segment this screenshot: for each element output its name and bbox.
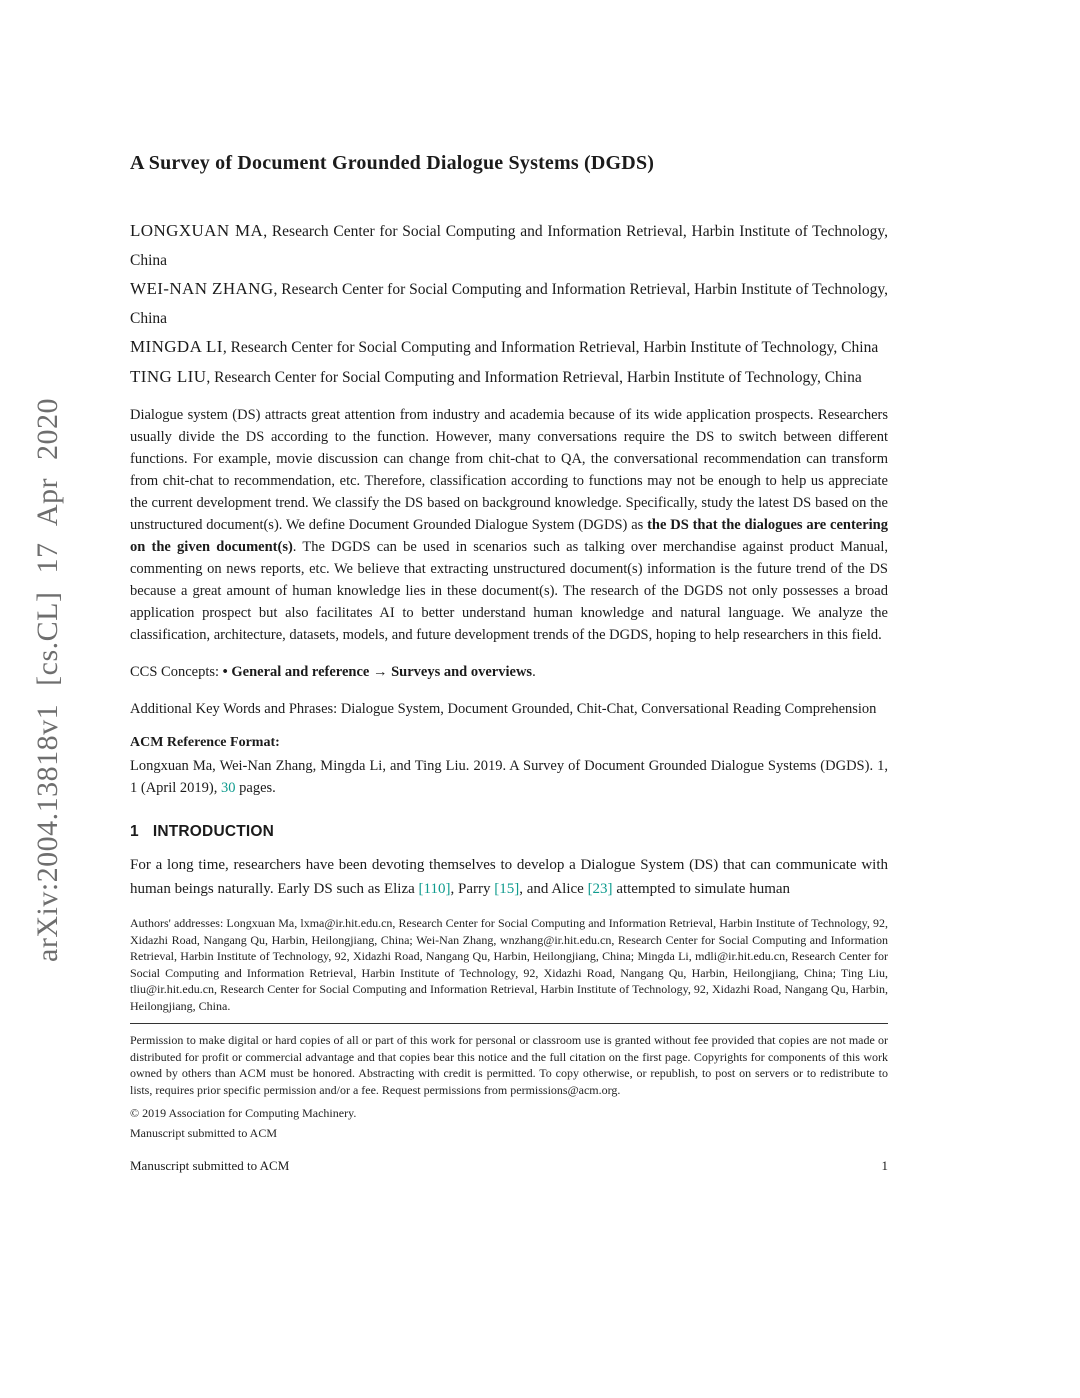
intro-text: For a long time, researchers have been devoting themselves to develop a Dialogue System (DS) that can communicate with human beings naturally. Early DS such as Eliza bbox=[130, 857, 888, 897]
permission-notice: Permission to make digital or hard copies of all or part of this work for personal or classroom use is granted without fee provided that copies are not made or distributed for profit or commercial advantage and that copies bear this notice and the full citation on the first page. Copyrights for components of this work owned by others than ACM must be honored. Abstracting with credit is permitted. To copy otherwise, or republish, to post on servers or to redistribute to lists, requires prior specific permission and/or a fee. Request permissions from permissions@acm.org. bbox=[130, 1033, 888, 1097]
page-number: 1 bbox=[881, 1158, 888, 1173]
author-line bbox=[130, 333, 888, 363]
acm-reference-text bbox=[130, 755, 888, 799]
abstract-bold-definition: the DS that the dialogues are centering on the given document(s) bbox=[130, 517, 888, 555]
section-number: 1 bbox=[130, 823, 139, 840]
keywords-text: Dialogue System, Document Grounded, Chit-Chat, Conversational Reading Comprehension bbox=[340, 701, 877, 717]
citation-link[interactable]: [15] bbox=[494, 881, 520, 897]
author-name: WEI-NAN ZHANG bbox=[130, 279, 274, 298]
citation-link[interactable]: [23] bbox=[587, 881, 613, 897]
abstract-text: . The DGDS can be used in scenarios such as talking over merchandise against product Manual, commenting on news reports, etc. We believe that extracting unstructured document(s) information is the future trend of the DS because a great amount of human knowledge lies in these document(s). The research of the DGDS not only possesses a broad application prospect but also facilitates AI to better understand human knowledge and natural language. We analyze the classification, architecture, datasets, models, and future development trends of the DGDS, hoping to help researchers in this field. bbox=[130, 539, 888, 643]
footnote-rule bbox=[130, 1023, 888, 1024]
acm-reference-heading: ACM Reference Format: bbox=[130, 735, 280, 750]
intro-text: , Parry bbox=[450, 881, 495, 897]
author-affiliation: , Research Center for Social Computing and Information Retrieval, Harbin Institute of Technology, China bbox=[222, 339, 879, 356]
acm-reference-citation: Longxuan Ma, Wei-Nan Zhang, Mingda Li, and Ting Liu. 2019. A Survey of Document Grounded Dialogue Systems (DGDS). 1, 1 (April 2019), bbox=[130, 758, 888, 796]
ccs-concepts bbox=[130, 661, 888, 683]
author-affiliation: , Research Center for Social Computing and Information Retrieval, Harbin Institute of Technology, China bbox=[130, 281, 888, 327]
section-title: INTRODUCTION bbox=[152, 823, 275, 840]
intro-text: attempted to simulate human bbox=[612, 881, 791, 897]
intro-text: , and Alice bbox=[519, 881, 588, 897]
citation-link[interactable]: [110] bbox=[418, 881, 451, 897]
paper-content bbox=[130, 152, 888, 1141]
pages-link[interactable]: 30 bbox=[221, 780, 236, 796]
copyright-line: © 2019 Association for Computing Machinery. bbox=[130, 1106, 357, 1120]
keywords-label: Additional Key Words and Phrases: bbox=[130, 701, 341, 717]
ccs-label: CCS Concepts: bbox=[130, 664, 223, 680]
author-line bbox=[130, 363, 888, 393]
author-block bbox=[130, 217, 888, 392]
footer-manuscript-note: Manuscript submitted to ACM bbox=[130, 1158, 290, 1173]
introduction-paragraph bbox=[130, 853, 888, 901]
abstract-text: Dialogue system (DS) attracts great attention from industry and academia because of its wide application prospects. Researchers usually divide the DS according to the function. However, many conversations require the DS to switch between different functions. For example, movie discussion can change from chit-chat to QA, the conversational recommendation can transform from chit-chat to recommendation, etc. Therefore, classification according to functions may not be enough to help us appreciate the current development trend. We classify the DS based on background knowledge. Specifically, study the latest DS based on the unstructured document(s). We define Document Grounded Dialogue System (DGDS) as bbox=[130, 407, 888, 533]
author-affiliation: , Research Center for Social Computing and Information Retrieval, Harbin Institute of Technology, China bbox=[206, 368, 862, 386]
section-heading-introduction bbox=[130, 823, 888, 841]
paper-title: A Survey of Document Grounded Dialogue Systems (DGDS) bbox=[130, 152, 655, 174]
copyright-block bbox=[130, 1105, 888, 1141]
author-affiliation: , Research Center for Social Computing and Information Retrieval, Harbin Institute of Technology, China bbox=[130, 223, 888, 269]
page-footer bbox=[130, 1158, 888, 1174]
arxiv-watermark: arXiv:2004.13818v1 [cs.CL] 17 Apr 2020 bbox=[31, 398, 64, 962]
keywords bbox=[130, 698, 888, 720]
ccs-suffix: . bbox=[532, 664, 536, 680]
author-name: TING LIU bbox=[130, 366, 207, 386]
manuscript-line: Manuscript submitted to ACM bbox=[130, 1125, 277, 1140]
abstract bbox=[130, 404, 888, 646]
authors-addresses-footnote: Authors' addresses: Longxuan Ma, lxma@ir.hit.edu.cn, Research Center for Social Computing and Information Retrieval, Harbin Institute of Technology, 92, Xidazhi Road, Nangang Qu, Harbin, Heilongjiang, China; Wei-Nan Zhang, wnzhang@ir.hit.edu.cn, Research Center for Social Computing and Information Retrieval, Harbin Institute of Technology, 92, Xidazhi Road, Nangang Qu, Harbin, Heilongjiang, China; Mingda Li, mdli@ir.hit.edu.cn, Research Center for Social Computing and Information Retrieval, Harbin Institute of Technology, 92, Xidazhi Road, Nangang Qu, Harbin, Heilongjiang, China; Ting Liu, tliu@ir.hit.edu.cn, Research Center for Social Computing and Information Retrieval, Harbin Institute of Technology, 92, Xidazhi Road, Nangang Qu, Harbin, Heilongjiang, China. bbox=[130, 916, 888, 1013]
author-name: LONGXUAN MA bbox=[130, 221, 264, 240]
acm-reference-suffix: pages. bbox=[235, 780, 276, 796]
author-line bbox=[130, 217, 888, 275]
ccs-concept: • General and reference → Surveys and overviews bbox=[222, 664, 533, 680]
author-name: MINGDA LI bbox=[130, 337, 223, 356]
author-line bbox=[130, 275, 888, 333]
